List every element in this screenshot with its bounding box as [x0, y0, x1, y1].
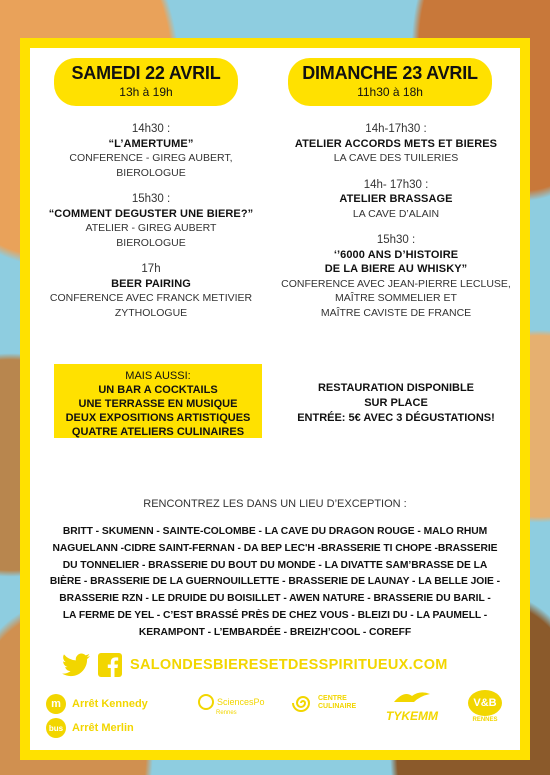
poster-frame	[20, 38, 530, 760]
facebook-icon[interactable]	[96, 651, 124, 679]
rencontrez-heading: RENCONTREZ LES DANS UN LIEU D’EXCEPTION :	[143, 498, 407, 510]
brand-line: BRASSERIE RZN - LE DRUIDE DU BOISILLET - AWEN NATURE - BRASSERIE DU BARIL -	[59, 593, 491, 605]
event-title: “L’AMERTUME”	[108, 137, 194, 150]
sunday-event-1	[280, 122, 512, 166]
transport-metro	[46, 694, 148, 714]
event-desc: CONFERENCE AVEC JEAN-PIERRE LECLUSE,	[281, 277, 511, 290]
event-time: 14h30 :	[131, 123, 171, 135]
centre-line: CULINAIRE	[318, 703, 357, 710]
restauration-line: SUR PLACE	[364, 397, 428, 409]
sciencespo-emblem-icon	[198, 694, 214, 710]
sunday-title: DIMANCHE 23 AVRIL	[302, 63, 478, 83]
centre-culinaire-logo	[292, 692, 362, 714]
tykemm-logo	[382, 690, 442, 723]
mais-aussi-item: QUATRE ATELIERS CULINAIRES	[71, 426, 245, 438]
event-desc: BIEROLOGUE	[116, 166, 186, 179]
sciencespo-sub: Rennes	[216, 710, 237, 716]
mais-aussi-item: DEUX EXPOSITIONS ARTISTIQUES	[65, 412, 251, 424]
brand-line: DU TONNELIER - BRASSERIE DU BOUT DU MONDE - LA DIVATTE SAM’BRASSE DE LA	[62, 559, 488, 571]
vb-badge: V&B	[468, 690, 502, 716]
event-time: 14h- 17h30 :	[363, 178, 429, 191]
sunday-event-3	[280, 233, 512, 320]
event-desc: MAÎTRE SOMMELIER ET	[335, 292, 457, 304]
bird-icon	[392, 690, 432, 704]
metro-stop: Arrêt Kennedy	[72, 698, 148, 710]
bus-icon: bus	[46, 718, 66, 738]
event-time: 15h30 :	[131, 193, 171, 205]
centre-line: CENTRE	[318, 695, 347, 702]
brand-line: NAGUELANN -CIDRE SAINT-FERNAN - DA BEP LEC'H -BRASSERIE TI CHOPE -BRASSERIE	[52, 542, 498, 554]
event-time: 15h30 :	[376, 234, 416, 246]
sciencespo-name: SciencesPo	[217, 697, 265, 707]
sciencespo-logo	[198, 694, 270, 716]
saturday-event-3	[30, 262, 272, 320]
restauration-line: RESTAURATION DISPONIBLE	[317, 382, 475, 394]
sunday-hours: 11h30 à 18h	[357, 85, 423, 99]
mais-aussi-heading: MAIS AUSSI:	[125, 370, 191, 382]
event-desc: BIEROLOGUE	[116, 236, 186, 249]
bus-stop: Arrêt Merlin	[72, 722, 134, 734]
website-link[interactable]: SALONDESBIERESETDESSPIRITUEUX.COM	[130, 657, 448, 673]
saturday-event-1	[30, 122, 272, 180]
saturday-event-2	[30, 192, 272, 250]
saturday-header	[54, 58, 238, 106]
brand-line: KERAMPONT - L’EMBARDÉE - BREIZH’COOL - COREFF	[138, 626, 412, 638]
event-time: 14h-17h30 :	[365, 123, 427, 135]
transport-bus	[46, 718, 134, 738]
sunday-schedule	[280, 122, 512, 332]
event-desc: ZYTHOLOGUE	[114, 306, 188, 319]
saturday-title: SAMEDI 22 AVRIL	[71, 63, 221, 83]
twitter-icon[interactable]	[62, 651, 90, 679]
vb-sub: RENNES	[472, 717, 498, 723]
event-desc: MAÎTRE CAVISTE DE FRANCE	[320, 306, 472, 319]
sunday-event-2	[280, 178, 512, 222]
saturday-schedule	[30, 122, 272, 332]
metro-icon: m	[46, 694, 66, 714]
mais-aussi-item: UNE TERRASSE EN MUSIQUE	[78, 398, 238, 410]
saturday-hours: 13h à 19h	[119, 85, 173, 99]
mais-aussi-box	[54, 364, 262, 438]
entry-price: ENTRÉE: 5€ AVEC 3 DÉGUSTATIONS!	[297, 412, 495, 424]
tykemm-name: TYKEMM	[386, 709, 438, 723]
brand-list	[36, 524, 514, 642]
poster-panel	[30, 48, 520, 750]
social-row	[62, 651, 448, 679]
event-title: ATELIER ACCORDS METS ET BIERES	[294, 137, 498, 150]
brand-line: BIÈRE - BRASSERIE DE LA GUERNOUILLETTE - BRASSERIE DE LAUNAY - LA BELLE JOIE -	[49, 576, 501, 588]
event-title: “COMMENT DEGUSTER UNE BIERE?”	[48, 207, 254, 220]
event-desc: CONFERENCE - GIREG AUBERT,	[69, 152, 233, 164]
event-title: ‘’6000 ANS D’HISTOIRE	[333, 248, 459, 261]
mais-aussi-item: UN BAR A COCKTAILS	[98, 384, 218, 396]
brand-line: BRITT - SKUMENN - SAINTE-COLOMBE - LA CAVE DU DRAGON ROUGE - MALO RHUM	[62, 526, 488, 537]
sunday-header	[288, 58, 492, 106]
brand-line: LA FERME DE YEL - C’EST BRASSÉ PRÈS DE CHEZ VOUS - BLEIZI DU - LA PAUMELL -	[62, 609, 488, 621]
event-title: BEER PAIRING	[111, 277, 191, 290]
event-desc: LA CAVE DES TUILERIES	[333, 152, 459, 164]
event-title: DE LA BIERE AU WHISKY”	[324, 263, 468, 275]
event-desc: CONFERENCE AVEC FRANCK METIVIER	[49, 292, 253, 304]
event-desc: LA CAVE D’ALAIN	[352, 207, 440, 220]
event-title: ATELIER BRASSAGE	[339, 193, 453, 205]
restauration-info	[282, 381, 510, 426]
spiral-icon	[292, 692, 314, 714]
event-desc: ATELIER - GIREG AUBERT	[85, 222, 217, 234]
event-time: 17h	[141, 263, 161, 275]
vb-logo	[462, 690, 508, 723]
